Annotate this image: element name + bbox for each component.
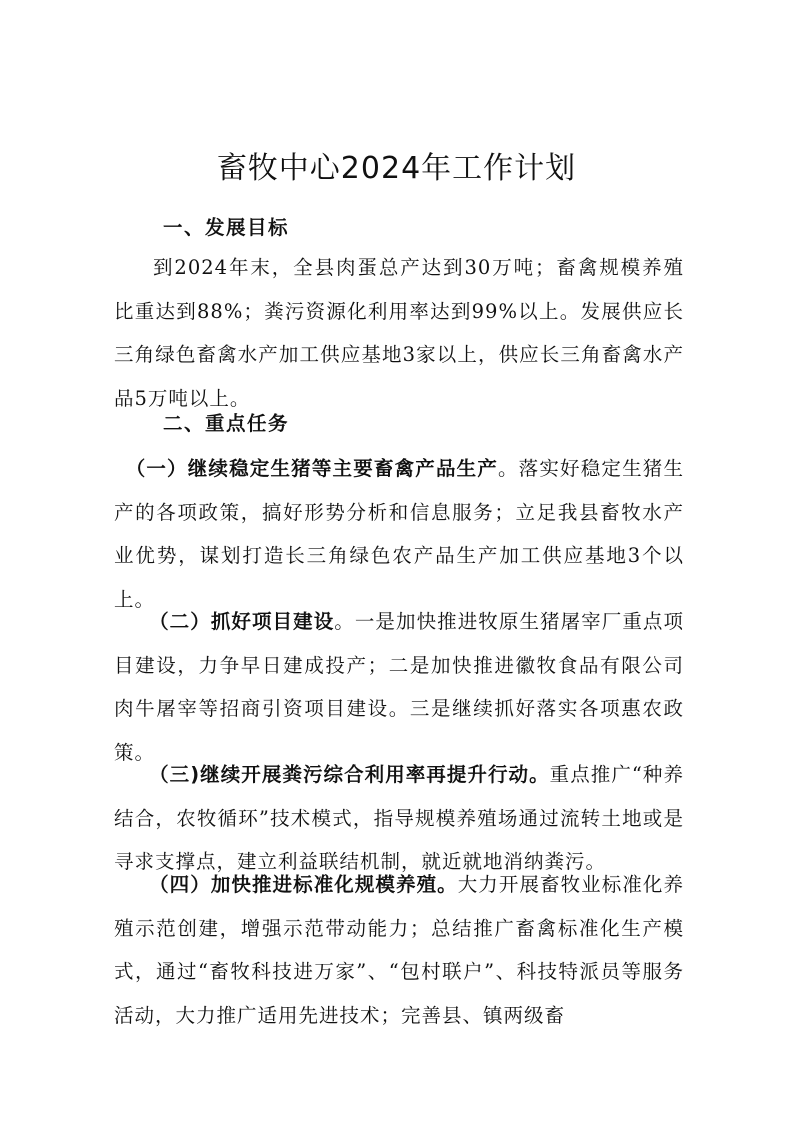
goals-paragraph: 到2024年末，全县肉蛋总产达到30万吨；畜禽规模养殖比重达到88%；粪污资源化利用率达到99%以上。发展供应长三角绿色畜禽水产加工供应基地3家以上，供应长三角畜禽水产品5万吨以上。 [114,256,684,410]
task-item-3-text: 重点推广“种养结合，农牧循环”技术模式，指导规模养殖场通过流转土地或是寻求支撑点，建立利益联结机制，就近就地消纳粪污。 [114,763,684,874]
task-item-1-text: 。落实好稳定生猪生产的各项政策，搞好形势分析和信息服务；立足我县畜牧水产业优势，谋划打造长三角绿色农产品生产加工供应基地3个以上。 [114,457,684,611]
section-heading-tasks: 二、重点任务 [163,412,290,435]
task-item-2-lead: （二）抓好项目建设 [149,610,335,633]
task-item-4 [114,863,684,1037]
document-title: 畜牧中心2024年工作计划 [216,151,577,186]
task-item-4-lead: （四）加快推进标准化规模养殖。 [149,873,458,896]
task-item-2 [114,600,684,774]
task-item-1 [114,447,684,621]
section-heading-goals: 一、发展目标 [163,216,290,239]
task-item-4-text: 大力开展畜牧业标准化养殖示范创建，增强示范带动能力；总结推广畜禽标准化生产模式，通过“畜牧科技进万家”、“包村联户”、科技特派员等服务活动，大力推广适用先进技术；完善县、镇两级畜 [114,873,684,1027]
task-item-1-lead: （一）继续稳定生猪等主要畜禽产品生产 [125,457,498,480]
task-item-3-lead: （三)继续开展粪污综合利用率再提升行动。 [149,763,550,786]
task-item-2-text: 。一是加快推进牧原生猪屠宰厂重点项目建设，力争早日建成投产；二是加快推进徽牧食品有限公司肉牛屠宰等招商引资项目建设。三是继续抓好落实各项惠农政策。 [114,610,684,764]
